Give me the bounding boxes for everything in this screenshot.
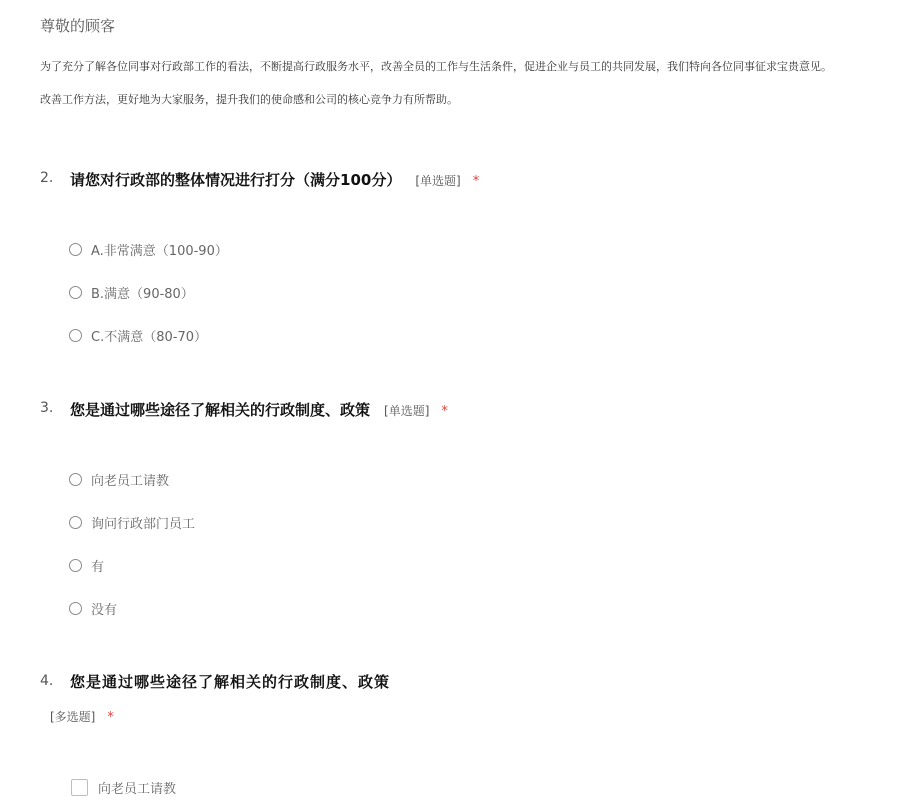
question-type-label: [单选题] [415, 174, 461, 188]
radio-option[interactable] [69, 598, 117, 618]
checkbox-option[interactable] [69, 777, 176, 797]
radio-option[interactable] [69, 239, 228, 259]
question-title-text: 您是通过哪些途径了解相关的行政制度、政策 [70, 401, 371, 419]
radio-option[interactable] [69, 555, 104, 575]
survey-intro-line-2: 改善工作方法，更好地为大家服务，提升我们的使命感和公司的核心竞争力有所帮助。 [40, 93, 458, 106]
radio-option[interactable] [69, 512, 195, 532]
option-label: 询问行政部门员工 [91, 516, 196, 532]
option-label: 向老员工请教 [98, 781, 177, 797]
radio-button[interactable] [69, 559, 82, 572]
question-title: 您是通过哪些途径了解相关的行政制度、政策 [70, 673, 391, 691]
radio-button[interactable] [69, 516, 82, 529]
question-number: 3. [40, 400, 54, 416]
question-title-text: 请您对行政部的整体情况进行打分（满分100分） [70, 171, 402, 189]
question-title [70, 399, 448, 420]
radio-option[interactable] [69, 325, 207, 345]
option-label: B.满意（90-80） [91, 286, 194, 302]
question-number: 4. [40, 673, 54, 689]
radio-option[interactable] [69, 469, 169, 489]
radio-button[interactable] [69, 329, 82, 342]
radio-button[interactable] [69, 243, 82, 256]
radio-button[interactable] [69, 602, 82, 615]
option-label: 有 [91, 559, 105, 575]
required-mark: * [472, 174, 480, 189]
survey-intro-line-1: 为了充分了解各位同事对行政部工作的看法，不断提高行政服务水平，改善全员的工作与生活条件，促进企业与员工的共同发展，我们特向各位同事征求宝贵意见。 [40, 60, 832, 73]
option-label: A.非常满意（100-90） [91, 243, 228, 259]
question-type-label: [多选题] [50, 710, 96, 724]
checkbox[interactable] [71, 779, 88, 796]
option-label: 向老员工请教 [91, 473, 170, 489]
required-mark: * [107, 710, 114, 725]
survey-greeting: 尊敬的顾客 [40, 17, 116, 35]
radio-option[interactable] [69, 282, 194, 302]
question-type-row [50, 708, 114, 725]
option-label: C.不满意（80-70） [91, 329, 207, 345]
required-mark: * [441, 404, 448, 419]
question-number: 2. [40, 170, 54, 186]
radio-button[interactable] [69, 286, 82, 299]
radio-button[interactable] [69, 473, 82, 486]
question-type-label: [单选题] [384, 404, 430, 418]
question-title [70, 169, 479, 190]
option-label: 没有 [91, 602, 118, 618]
